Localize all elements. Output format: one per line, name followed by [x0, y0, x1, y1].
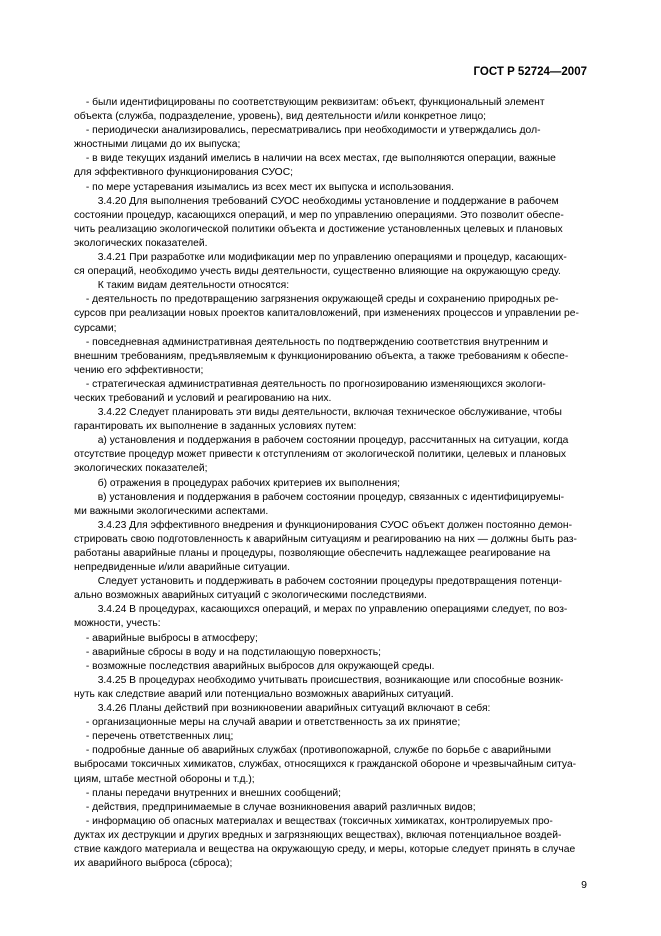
clause-paragraph: 3.4.21 При разработке или модификации мер по управлению операциями и процедур, касающих- ся операций, необходимо учесть виды деятельности, существенно влияющие на окружающую среду. — [74, 252, 567, 278]
list-item: - были идентифицированы по соответствующим реквизитам: объект, функциональный элемент объекта (служба, подразделение, уровень), вид деятельности и/или конкретное лицо; — [74, 97, 545, 123]
list-item: - организационные меры на случай аварии и ответственность за их принятие; — [85, 717, 461, 729]
clause-paragraph: 3.4.22 Следует планировать эти виды деятельности, включая техническое обслуживание, чтобы гарантировать их выполнение в заданных условиях путем: — [74, 407, 562, 433]
list-item: - стратегическая административная деятельность по прогнозированию изменяющихся экологи- ческих требований и условий и реагированию на них. — [74, 378, 546, 404]
list-item: - деятельность по предотвращению загрязнения окружающей среды и сохранению природных ре- сурсов при реализации новых проектов капиталовложений, при изменениях процессов и управлении ре- сурсами; — [74, 294, 579, 334]
list-item: - по мере устаревания изымались из всех мест их выпуска и использования. — [85, 181, 454, 193]
document-code-header: ГОСТ Р 52724—2007 — [473, 66, 587, 78]
page-number: 9 — [581, 879, 587, 891]
clause-paragraph: 3.4.25 В процедурах необходимо учитывать происшествия, возникающие или способные возник- нуть как следствие аварий или потенциально возможных аварийных ситуаций. — [74, 674, 564, 700]
list-item: - действия, предпринимаемые в случае возникновения аварий различных видов; — [85, 801, 476, 813]
clause-paragraph: 3.4.26 Планы действий при возникновении аварийных ситуаций включают в себя: — [97, 703, 491, 715]
list-item: - планы передачи внутренних и внешних сообщений; — [85, 787, 341, 799]
clause-paragraph: К таким видам деятельности относятся: — [97, 280, 290, 292]
list-item: - повседневная административная деятельность по подтверждению соответствия внутренним и внешним требованиям, предъявляемым к функционированию объекта, а также требованиям к обеспе- чению его эффективности; — [74, 336, 569, 376]
list-item: - периодически анализировались, пересматривались при необходимости и утверждались дол- жностными лицами до их выпуска; — [74, 125, 541, 151]
clause-paragraph: а) установления и поддержания в рабочем состоянии процедур, рассчитанных на ситуации, когда отсутствие процедур может привести к отступлениям от экологической политики, целевых и плановых экологических показателей; — [74, 435, 569, 475]
clause-paragraph: 3.4.23 Для эффективного внедрения и функционирования СУОС объект должен постоянно демон- стрировать свою подготовленность к аварийным ситуациям и реагированию на них — должны быть раз- работаны аварийные планы и процедуры, позволяющие обеспечить надлежащее реагирование на непредвиденные и/или аварийные ситуации. — [74, 519, 577, 574]
list-item: - перечень ответственных лиц; — [85, 731, 234, 743]
list-item: - информацию об опасных материалах и веществах (токсичных химикатах, контролируемых про- дуктах их деструкции и других вредных и загрязняющих веществах), включая потенциальное воздей- ствие каждого материала и вещества на окружающую среду, и меры, которые следует принять в случае их аварийного выброса (сброса); — [74, 815, 576, 870]
list-item: - возможные последствия аварийных выбросов для окружающей среды. — [85, 660, 435, 672]
clause-paragraph: 3.4.24 В процедурах, касающихся операций, и мерах по управлению операциями следует, по воз- можности, учесть: — [74, 604, 568, 630]
document-body — [74, 96, 579, 871]
clause-paragraph: 3.4.20 Для выполнения требований СУОС необходимы установление и поддержание в рабочем состоянии процедур, касающихся операций, и мер по управлению операциями. Это позволит обеспе- чить реализацию экологической политики объекта и достижение установленных целевых и плановых экологических показателей. — [74, 195, 564, 249]
clause-paragraph: в) установления и поддержания в рабочем состоянии процедур, связанных с идентифицируемы- ми важными экологическими аспектами. — [74, 491, 565, 517]
list-item: - в виде текущих изданий имелись в наличии на всех местах, где выполняются операции, важные для эффективного функционирования СУОС; — [74, 153, 556, 179]
clause-paragraph: Следует установить и поддерживать в рабочем состоянии процедуры предотвращения потенци- ально возможных аварийных ситуаций с экологическими последствиями. — [74, 576, 563, 602]
list-item: - аварийные сбросы в воду и на подстилающую поверхность; — [85, 646, 381, 658]
clause-paragraph: б) отражения в процедурах рабочих критериев их выполнения; — [97, 477, 401, 489]
list-item: - аварийные выбросы в атмосферу; — [85, 632, 258, 644]
list-item: - подробные данные об аварийных службах (противопожарной, службе по борьбе с аварийными выбросами токсичных химикатов, службах, относящихся к гражданской обороне и чрезвычайным ситуа- циям, штабе местной обороны и т.д.); — [74, 745, 577, 785]
